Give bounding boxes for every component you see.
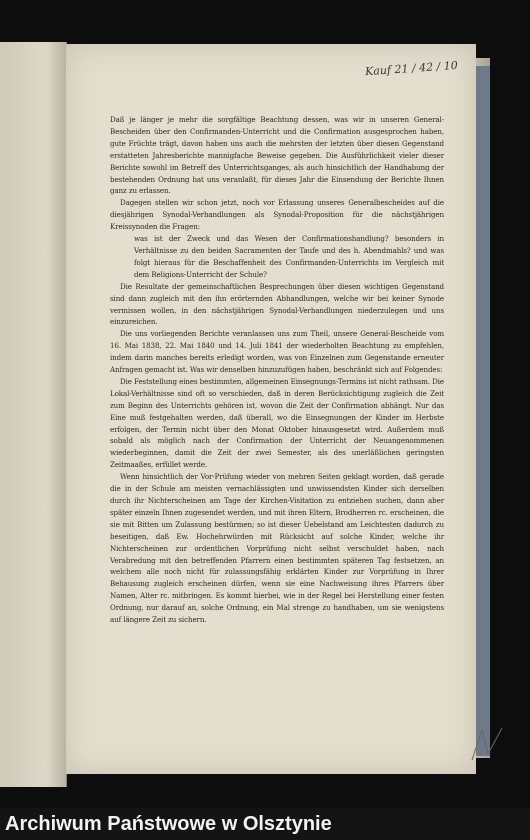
paragraph-reports: Die uns vorliegenden Berichte veranlassen uns zum Theil, unsere General-Bescheide vom 16. Mai 1838, 22. Mai 1840 und 14. Juli 1841 der wiederholten Beachtung zu empfehlen, indem darin manches bereits erledigt worden, was von Einzelnen zum Gegenstande erneuter Anfragen gemacht ist. Was wir denselben hinzuzufügen haben, beschränkt sich auf Folgendes: [110,329,444,375]
left-page-edge [0,42,67,787]
paragraph-questions: was ist der Zweck und das Wesen der Confirmationshandlung? besonders in Verhältnisse zu den beiden Sacramenten der Taufe und des h. Abendmahls? und was folgt hieraus für die Beschaffenheit des Confirmanden-Unterrichts im Vergleich mit dem Religions-Unterricht der Schule? [134,234,444,279]
document-page [66,44,476,774]
paragraph-proposition: Dagegen stellen wir schon jetzt, noch vor Erlassung unseres Generalbescheides auf die diesjährigen Synodal-Verhandlungen als Synodal-Proposition für die nächstjährigen Kreissynoden die Fragen: [110,198,444,232]
paragraph-vorpruefung: Wenn hinsichtlich der Vor-Prüfung wieder von mehren Seiten geklagt worden, daß gerade die in der Schule am meisten vernachlässigten und unwissendsten Kinder sich derselben durch ihr Nichterscheinen am Tage der Kirchen-Visitation zu entziehen suchen, dann aber später einzeln Ihnen zugesendet werden, und mit ihren Eltern, Brodherren rc. erscheinen, die sie mit Bitten um Zulassung bestürmen; so ist dieser Uebelstand am Leichtesten dadurch zu beseitigen, daß Ew. Hochehrwürden mit Rücksicht auf solche Kinder, welche ihr Nichterscheinen zur ordentlichen Vorprüfung nicht selbst verschuldet haben, nach Verabredung mit den betreffenden Pfarrern einen bestimmten späteren Tag festsetzen, an welchem alle noch nicht für zulassungsfähig erklärten Kinder zur Vorprüfung in Ihrer Behausung zugleich erscheinen dürfen, wenn sie eine Nachweisung ihres Pfarrers über Namen, Alter rc. mitbringen. Es kommt hierbei, wie in der Regel bei Herstellung einer festen Ordnung, nur darauf an, solche Ordnung, ein Mal strenge zu handhaben, um sie wenigstens auf längere Zeit zu sichern. [110,472,444,625]
handwritten-shelfmark: Kauf 21 / 42 / 10 [364,58,459,79]
archive-footer: Archiwum Państwowe w Olsztynie [0,808,530,840]
blue-cover-strip [474,66,490,756]
paragraph-results: Die Resultate der gemeinschaftlichen Besprechungen über diesen wichtigen Gegenstand sind dann zugleich mit den ihn erörternden Abhandlungen, welche wir bei keiner Synode vermissen wollen, in den nächstjährigen Synodal-Verhandlungen niederzulegen und uns einzureichen. [110,281,444,327]
pencil-mark-icon [468,724,506,764]
paragraph-termin: Die Feststellung eines bestimmten, allgemeinen Einsegnungs-Termins ist nicht rathsam. Die Lokal-Verhältnisse sind oft so verschieden, daß in deren Berücksichtigung zugleich die Zeit zum Beginn des Unterrichts gehören ist, wovon die Zeit der Confirmation abhängt. Nur das Eine muß festgehalten werden, daß überall, wo die Einsegnungen der Kinder im Herbste erfolgen, der Termin nicht über den Monat Oktober hinausgesetzt wird. Außerdem muß sobald als möglich nach der Confirmation der Unterricht der Neuangenommenen wiederbeginnen, damit die Zeit der zwei Semester, als des unerläßlichen geringsten Zeitmaaßes, erfüllet werde. [110,376,444,470]
document-body [110,114,444,626]
paragraph-intro: Daß je länger je mehr die sorgfältige Beachtung dessen, was wir in unseren General-Bescheiden über den Confirmanden-Unterricht und die Confirmation ausgesprochen haben, gute Früchte trägt, davon haben uns auch die mehrsten der letzten über diesen Gegenstand erstatteten Jahresberichte mannigfache Beweise gegeben. Die Ausführlichkeit vieler dieser Berichte sowohl im Betreff des Unterrichtsganges, als auch hinsichtlich der Handhabung der bestehenden Ordnung hat uns veranlaßt, für dieses Jahr die Einsendung der Berichte Ihnen ganz zu erlassen. [110,115,444,196]
